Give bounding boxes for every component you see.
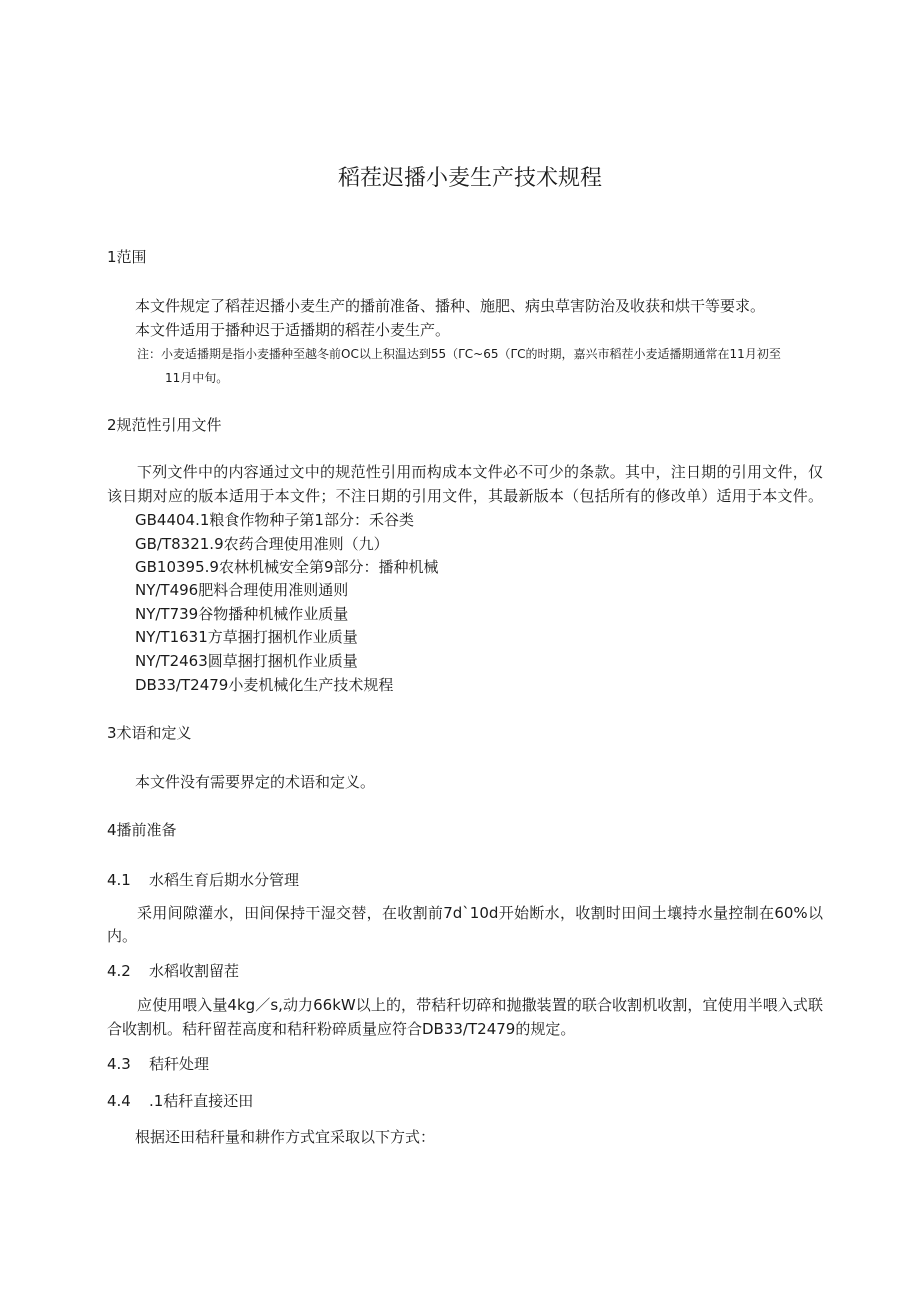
subsection-number: 4.2: [107, 962, 131, 980]
section-2-heading: 2规范性引用文件: [107, 416, 222, 434]
reference-item: NY/T1631方草捆打捆机作业质量: [135, 628, 358, 646]
subsection-4-2-line-1: 应使用喂入量4kg／s,动力66kW以上的，带秸秆切碎和抛撒装置的联合收割机收割，宜使用半喂入式联: [137, 996, 823, 1014]
subsection-4-1-line-1: 采用间隙灌水，田间保持干湿交替，在收割前7d`10d开始断水，收割时田间土壤持水量控制在60%以: [137, 904, 823, 922]
section-1-note-line-1: 注：小麦适播期是指小麦播种至越冬前OC以上积温达到55（ΓC~65（ΓC的时期，嘉兴市稻茬小麦适播期通常在11月初至: [137, 347, 781, 361]
section-1-note-line-2: 11月中旬。: [165, 371, 229, 385]
subsection-4-2-heading: [107, 961, 239, 981]
document-title: 稻茬迟播小麦生产技术规程: [337, 166, 602, 191]
section-4-heading: 4播前准备: [107, 821, 177, 839]
subsection-title: .1秸秆直接还田: [149, 1092, 254, 1110]
subsection-4-4-paragraph: 根据还田秸秆量和耕作方式宜采取以下方式：: [135, 1128, 436, 1146]
section-3-paragraph: 本文件没有需要界定的术语和定义。: [135, 773, 376, 791]
subsection-number: 4.3: [107, 1055, 131, 1073]
reference-item: NY/T739谷物播种机械作业质量: [135, 605, 349, 623]
subsection-4-4-heading: [107, 1091, 253, 1111]
reference-item: NY/T496肥料合理使用准则通则: [135, 581, 349, 599]
section-1-heading: 1范围: [107, 248, 147, 266]
subsection-4-1-heading: [107, 870, 299, 890]
section-1-paragraph-2: 本文件适用于播种迟于适播期的稻茬小麦生产。: [135, 321, 451, 339]
subsection-title: 水稻收割留茬: [149, 962, 240, 980]
section-2-paragraph-line-1: 下列文件中的内容通过文中的规范性引用而构成本文件必不可少的条款。其中，注日期的引用文件，仅: [137, 463, 823, 481]
subsection-4-2-line-2: 合收割机。秸秆留茬高度和秸秆粉碎质量应符合DB33/T2479的规定。: [107, 1020, 576, 1038]
subsection-4-3-heading: [107, 1054, 209, 1074]
subsection-title: 水稻生育后期水分管理: [149, 871, 300, 889]
section-1-paragraph-1: 本文件规定了稻茬迟播小麦生产的播前准备、播种、施肥、病虫草害防治及收获和烘干等要求。: [135, 297, 766, 315]
reference-item: GB10395.9农林机械安全第9部分：播种机械: [135, 558, 439, 576]
subsection-number: 4.1: [107, 871, 131, 889]
reference-item: GB/T8321.9农药合理使用准则（九）: [135, 535, 389, 553]
section-3-heading: 3术语和定义: [107, 724, 192, 742]
subsection-number: 4.4: [107, 1092, 131, 1110]
reference-item: NY/T2463圆草捆打捆机作业质量: [135, 652, 358, 670]
reference-item: DB33/T2479小麦机械化生产技术规程: [135, 676, 394, 694]
reference-item: GB4404.1粮食作物种子第1部分：禾谷类: [135, 511, 414, 529]
subsection-4-1-line-2: 内。: [107, 927, 138, 945]
section-2-paragraph-line-2: 该日期对应的版本适用于本文件；不注日期的引用文件，其最新版本（包括所有的修改单）适用于本文件。: [107, 487, 823, 505]
subsection-title: 秸秆处理: [149, 1055, 210, 1073]
